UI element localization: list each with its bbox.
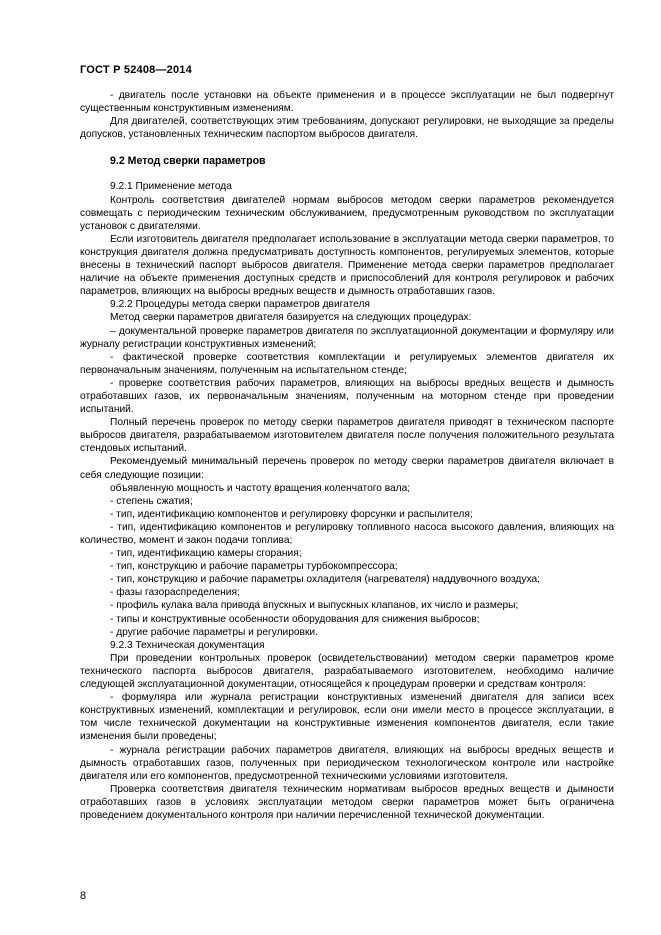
subsection-heading: 9.2.2 Процедуры метода сверки параметров двигателя bbox=[110, 299, 370, 311]
paragraph: - двигатель после установки на объекте применения и в процессе эксплуатации не был подвергнут существенным конструктивным изменениям. bbox=[80, 90, 614, 115]
paragraph: Метод сверки параметров двигателя базируется на следующих процедурах: bbox=[110, 312, 472, 324]
section-heading: 9.2 Метод сверки параметров bbox=[110, 155, 266, 168]
list-item: - тип, идентификацию камеры сгорания; bbox=[110, 548, 302, 560]
list-item: - типы и конструктивные особенности оборудования для снижения выбросов; bbox=[110, 613, 480, 625]
paragraph: Для двигателей, соответствующих этим требованиям, допускают регулировки, не выходящие за пределы допусков, установленных техническим паспортом выбросов двигателя. bbox=[80, 116, 614, 141]
list-item: - фазы газораспределения; bbox=[110, 587, 240, 599]
document-header: ГОСТ Р 52408—2014 bbox=[80, 64, 192, 76]
list-item: – документальной проверке параметров двигателя по эксплуатационной документации и формуляру или журналу регистрации конструктивных изменений; bbox=[80, 325, 614, 350]
list-item: - формуляра или журнала регистрации конструктивных изменений двигателя для записи всех конструктивных изменений, комплектации и регулировок, если они имели место в процессе эксплуатации, в том числе технической документации на конструктивные изменения компонентов двигателя, если такие изменения были проведены; bbox=[80, 692, 614, 743]
list-item: - тип, идентификацию компонентов и регулировку топливного насоса высокого давления, влияющих на количество, момент и закон подачи топлива; bbox=[80, 521, 614, 546]
list-item: - журнала регистрации рабочих параметров двигателя, влияющих на выбросы вредных веществ и дымность отработавших газов, полученных при периодическом технологическом контроле или настройке двигателя или его компонентов, предусмотренной техническими условиями изготовителя. bbox=[80, 744, 614, 782]
document-body bbox=[80, 89, 614, 822]
list-item: объявленную мощность и частоту вращения коленчатого вала; bbox=[110, 482, 411, 494]
paragraph: Проверка соответствия двигателя техническим нормативам выбросов вредных веществ и дымности отработавших газов в условиях эксплуатации методом сверки параметров может быть ограничена проведением документального контроля при наличии перечисленной технической документации. bbox=[80, 783, 614, 821]
subsection-heading: 9.2.1 Применение метода bbox=[110, 181, 232, 193]
list-item: - тип, идентификацию компонентов и регулировку форсунки и распылителя; bbox=[110, 508, 473, 520]
paragraph: Рекомендуемый минимальный перечень проверок по методу сверки параметров двигателя включает в себя следующие позиции: bbox=[80, 456, 614, 481]
paragraph: Полный перечень проверок по методу сверки параметров двигателя приводят в техническом паспорте выбросов двигателя, разрабатываемом изготовителем двигателя после получения положительного результата стендовых испытаний. bbox=[80, 417, 614, 455]
list-item: - профиль кулака вала привода впускных и выпускных клапанов, их число и размеры; bbox=[110, 600, 519, 612]
list-item: - проверке соответствия рабочих параметров, влияющих на выбросы вредных веществ и дымность отработавших газов, их первоначальным значениям, полученным на моторном стенде при проведении испытаний. bbox=[80, 377, 614, 416]
paragraph: При проведении контрольных проверок (освидетельствовании) методом сверки параметров кроме технического паспорта выбросов двигателя, разрабатываемого изготовителем, необходимо наличие следующей эксплуатационной документации, относящейся к процедурам проверки и средствам контроля: bbox=[80, 652, 614, 691]
list-item: - другие рабочие параметры и регулировки. bbox=[110, 626, 318, 638]
paragraph: Если изготовитель двигателя предполагает использование в эксплуатации метода сверки параметров, то конструкция двигателя должна предусматривать доступность компонентов, регулируемых элементов, которые внесены в технический паспорт выбросов двигателя. Применение метода сверки параметров предполагает наличие на объекте применения доступных средств и приспособлений для контроля регулировок и рабочих параметров, влияющих на выбросы вредных веществ и дымность отработавших газов. bbox=[80, 233, 614, 298]
subsection-heading: 9.2.3 Техническая документация bbox=[110, 639, 265, 651]
list-item: - степень сжатия; bbox=[110, 495, 193, 507]
paragraph: Контроль соответствия двигателей нормам выбросов методом сверки параметров рекомендуется совмещать с периодическим техническим обслуживанием, предусмотренным руководством по эксплуатации установок с двигателями. bbox=[80, 194, 614, 232]
list-item: - тип, конструкцию и рабочие параметры турбокомпрессора; bbox=[110, 561, 398, 573]
list-item: - фактической проверке соответствия комплектации и регулируемых элементов двигателя их первоначальным значениям, полученным на испытательном стенде; bbox=[80, 351, 614, 376]
page-number: 8 bbox=[80, 890, 87, 902]
list-item: - тип, конструкцию и рабочие параметры охладителя (нагревателя) наддувочного воздуха; bbox=[110, 574, 540, 586]
